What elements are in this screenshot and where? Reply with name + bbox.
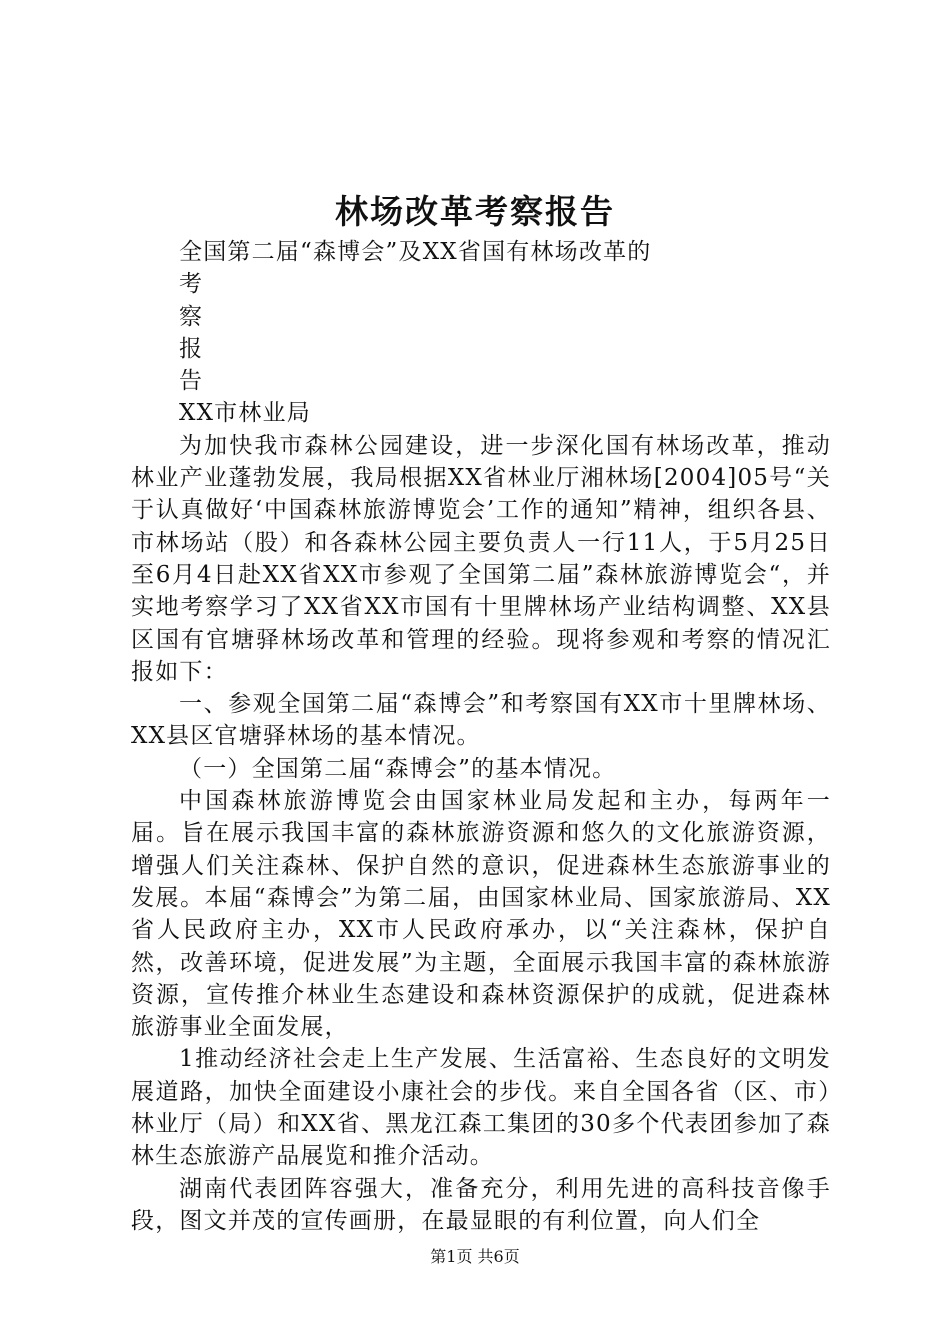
section-heading-1: 一、参观全国第二届“森博会”和考察国有XX市十里牌林场、XX县区官塘驿林场的基本情况。 <box>131 691 831 750</box>
author-line: XX市林业局 <box>179 400 311 427</box>
paragraph-hunan-delegation: 湖南代表团阵容强大，准备充分，利用先进的高科技音像手段，图文并茂的宣传画册，在最显眼的有利位置，向人们全 <box>131 1175 831 1234</box>
subtitle-char: 告 <box>179 368 204 395</box>
paragraph-expo-overview: 中国森林旅游博览会由国家林业局发起和主办，每两年一届。旨在展示我国丰富的森林旅游资源和悠久的文化旅游资源，增强人们关注森林、保护自然的意识，促进森林生态旅游事业的发展。本届“森博会”为第二届，由国家林业局、国家旅游局、XX省人民政府主办，XX市人民政府承办，以“关注森林，保护自然，改善环境，促进发展”为主题，全面展示我国丰富的森林旅游资源，宣传推介林业生态建设和森林资源保护的成就，促进森林旅游事业全面发展， <box>131 788 831 1041</box>
subtitle-line: 全国第二届“森博会”及XX省国有林场改革的 <box>179 239 652 265</box>
paragraph-expo-goals: 1推动经济社会走上生产发展、生活富裕、生态良好的文明发展道路，加快全面建设小康社会的步伐。来自全国各省（区、市）林业厅（局）和XX省、黑龙江森工集团的30多个代表团参加了森林生态旅游产品展览和推介活动。 <box>131 1046 831 1170</box>
subtitle-char: 考 <box>179 271 204 298</box>
document-title: 林场改革考察报告 <box>335 192 615 231</box>
paragraph-intro: 为加快我市森林公园建设，进一步深化国有林场改革，推动林业产业蓬勃发展，我局根据XX省林业厅湘林场[2004]05号“关于认真做好‘中国森林旅游博览会’工作的通知”精神，组织各县、市林场站（股）和各森林公园主要负责人一行11人，于5月25日至6月4日赴XX省XX市参观了全国第二届”森林旅游博览会“，并实地考察学习了XX省XX市国有十里牌林场产业结构调整、XX县区国有官塘驿林场改革和管理的经验。现将参观和考察的情况汇报如下： <box>131 432 831 685</box>
subtitle-char: 察 <box>179 303 204 330</box>
page-number: 第1页 共6页 <box>430 1247 520 1266</box>
document-body <box>131 236 831 1237</box>
subsection-heading-1: （一）全国第二届“森博会”的基本情况。 <box>179 755 617 782</box>
subtitle-char: 报 <box>179 335 204 362</box>
